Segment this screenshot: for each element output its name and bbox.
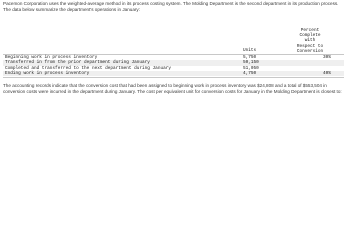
units-header: Units — [243, 48, 257, 53]
problem-intro-text: Pacemon Corporation uses the weighted-average method in its process costing system. The Molding Department is the second department in its production process. The data below summarize the department's operations in January: — [3, 1, 339, 13]
row-label: Beginning work in process inventory — [5, 55, 98, 60]
row-units: 51,050 — [243, 65, 259, 71]
table-row — [3, 60, 344, 65]
row-units: 50,150 — [243, 60, 259, 66]
units-table — [3, 28, 344, 79]
problem-question-text: The accounting records indicate that the conversion cost that had been assigned to beginning work in process inventory was $24,808 and a total of $553,504 in conversion costs were incurred in the department during January. The cost per equivalent unit for conversion costs for January in the Molding Department is closest to: — [3, 83, 342, 95]
row-label: Completed and transferred to the next department during January — [5, 65, 171, 71]
table-row — [3, 71, 344, 76]
percent-complete-header: Percent Complete with Respect to Conversion — [296, 28, 324, 54]
row-percent: 40% — [323, 71, 331, 77]
row-units: 5,750 — [243, 55, 257, 60]
table-rule — [3, 77, 344, 78]
row-percent: 30% — [323, 55, 331, 60]
row-label: Ending work in process inventory — [5, 71, 90, 77]
row-label: Transferred in from the prior department during January — [5, 60, 150, 66]
row-units: 4,750 — [243, 71, 257, 77]
